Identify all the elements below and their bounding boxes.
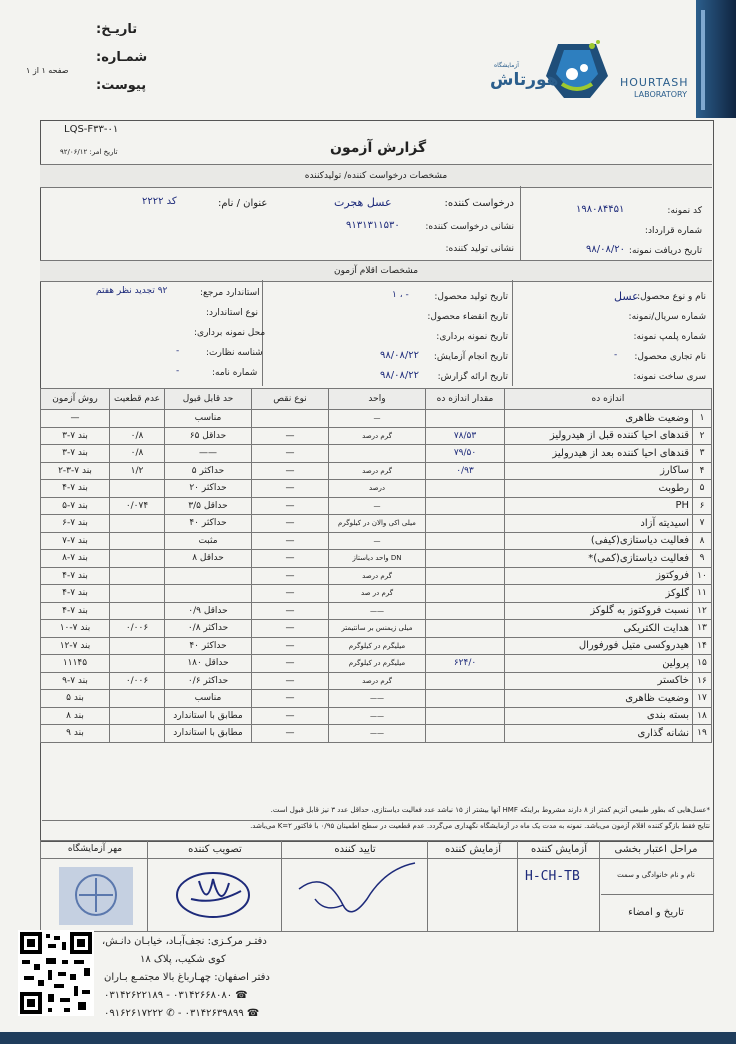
cell-unit: میلی زیمنس بر سانتیمتر: [329, 620, 426, 638]
cell-unc: [110, 567, 165, 585]
cell-unc: [110, 550, 165, 568]
logo-persian-text: هورتاش: [490, 70, 559, 90]
cell-limit: حداقل ۸: [165, 550, 252, 568]
cell-limit: حداکثر ۲۰: [165, 480, 252, 498]
cell-limit: حداقل ۳/۵: [165, 497, 252, 515]
cell-unit: میلیگرم در کیلوگرم: [329, 655, 426, 673]
table-row: [41, 497, 712, 515]
cell-value: [426, 672, 505, 690]
table-row: [41, 445, 712, 463]
cell-unit: میلی اکی والان در کیلوگرم: [329, 515, 426, 533]
cell-parameter-name: نسبت فروکتوز به گلوکز: [505, 602, 693, 620]
cell-defect: —: [252, 690, 329, 708]
standard-value: ۹۲ تجدید نظر هفتم: [96, 286, 168, 296]
receive-date-value: ۹۸/۰۸/۲۰: [586, 244, 625, 255]
maker-label: سری ساخت نمونه:: [633, 372, 706, 382]
table-row: [41, 410, 712, 428]
receive-date-label: تاریخ دریافت نمونه:: [628, 246, 702, 256]
cell-row-number: ۱۰: [693, 567, 712, 585]
cell-method: بند ۹: [41, 725, 110, 743]
letter-label: شماره نامه:: [212, 368, 258, 378]
cell-method: بند ۷-۴: [41, 585, 110, 603]
cell-method: بند ۵: [41, 690, 110, 708]
col-method: روش آزمون: [41, 389, 110, 410]
cell-row-number: ۱۱: [693, 585, 712, 603]
cell-unc: ۰/۸: [110, 427, 165, 445]
col-uncertainty: عدم قطعیت: [110, 389, 165, 410]
cell-limit: مطابق با استاندارد: [165, 725, 252, 743]
footer-address-3: دفتر اصفهان: چهـارباغ بالا مجتمـع بـاران: [104, 972, 270, 983]
cell-value: [426, 567, 505, 585]
supervision-value: -: [176, 346, 180, 356]
table-row: [41, 637, 712, 655]
cell-row-number: ۵: [693, 480, 712, 498]
table-row: [41, 532, 712, 550]
cell-value: [426, 515, 505, 533]
cell-value: [426, 550, 505, 568]
table-row: [41, 655, 712, 673]
logo-en-subtitle: LABORATORY: [634, 90, 687, 99]
requester-address-label: نشانی درخواست کننده:: [425, 222, 514, 232]
cell-unit: واحد دیاستاز DN: [329, 550, 426, 568]
cell-method: بند ۷-۵: [41, 497, 110, 515]
cell-method: —: [41, 410, 110, 428]
cell-unc: [110, 585, 165, 603]
footer-phone-2: ۰۹۱۶۲۶۱۷۲۲۲ ✆ - ۰۳۱۴۲۶۳۹۸۹۹ ☎: [104, 1008, 260, 1019]
date-label: تاریـخ:: [96, 22, 138, 37]
sample-place-label: محل نمونه برداری:: [194, 328, 266, 338]
cell-value: [426, 707, 505, 725]
stages-label: مراحل اعتبار بخشی: [614, 844, 698, 855]
table-row: [41, 480, 712, 498]
cell-unit: درصد: [329, 480, 426, 498]
cell-defect: —: [252, 532, 329, 550]
attachment-label: پیوست:: [96, 78, 147, 93]
cell-unc: ۰/۰۰۶: [110, 620, 165, 638]
table-row: [41, 690, 712, 708]
col-limit: حد قابل قبول: [165, 389, 252, 410]
cell-parameter-name: گلوکز: [505, 585, 693, 603]
seal-label: شماره پلمپ نمونه:: [633, 332, 706, 342]
cell-parameter-name: قندهای احیا کننده بعد از هیدرولیز: [505, 445, 693, 463]
cell-value: [426, 410, 505, 428]
cell-limit: [165, 585, 252, 603]
cell-parameter-name: اسیدیته آزاد: [505, 515, 693, 533]
issue-date: تاریخ امر: ۹۲/۰۶/۱۲: [60, 148, 118, 156]
table-row: [41, 620, 712, 638]
cell-limit: حداقل ۶۵: [165, 427, 252, 445]
footer-address-2: کوی شکیب، پلاک ۱۸: [140, 954, 226, 965]
cell-parameter-name: رطوبت: [505, 480, 693, 498]
ratifier-signature-icon: [151, 861, 279, 927]
cell-limit: حداکثر ۰/۸: [165, 620, 252, 638]
requester-value: عسل هجرت: [334, 196, 392, 209]
cell-row-number: ۱: [693, 410, 712, 428]
product-name-label: نام و نوع محصول:: [637, 292, 706, 302]
cell-defect: —: [252, 620, 329, 638]
table-row: [41, 707, 712, 725]
cell-limit: حداقل ۱۸۰: [165, 655, 252, 673]
prod-date-label: تاریخ تولید محصول:: [434, 292, 508, 302]
cell-unc: ۰/۰۷۴: [110, 497, 165, 515]
approver-label: تایید کننده: [334, 844, 376, 855]
brand-value: -: [614, 350, 618, 360]
col-unit: واحد: [329, 389, 426, 410]
cell-limit: حداکثر ۴۰: [165, 515, 252, 533]
cell-limit: مطابق با استاندارد: [165, 707, 252, 725]
expiry-label: تاریخ انقضاء محصول:: [427, 312, 508, 322]
cell-parameter-name: فعالیت دیاستازی(کمی)*: [505, 550, 693, 568]
cell-unit: گرم درصد: [329, 462, 426, 480]
page-info: صفحه ۱ از ۱: [26, 66, 69, 75]
cell-unit: گرم درصد: [329, 672, 426, 690]
cell-value: [426, 480, 505, 498]
cell-value: [426, 497, 505, 515]
applicant-section-header: [40, 164, 712, 188]
table-row: [41, 725, 712, 743]
hourtash-logo: [488, 36, 698, 106]
cell-row-number: ۷: [693, 515, 712, 533]
name-row-label: نام و نام خانوادگی و سمت: [617, 871, 695, 879]
cell-method: بند ۷-۴: [41, 567, 110, 585]
table-row: [41, 602, 712, 620]
cell-row-number: ۲: [693, 427, 712, 445]
footer-address-1: دفتـر مرکـزی: نجف‌آبـاد، خیابـان دانـش،: [102, 936, 267, 947]
cell-row-number: ۱۹: [693, 725, 712, 743]
cell-value: [426, 532, 505, 550]
cell-unc: [110, 480, 165, 498]
serial-label: شماره سریال/نمونه:: [628, 312, 706, 322]
cell-method: بند ۷-۹: [41, 672, 110, 690]
cell-value: ۷۸/۵۳: [426, 427, 505, 445]
qr-code-icon: [18, 930, 94, 1016]
form-code: LQS-F۳۳-۰۱: [64, 124, 119, 135]
cell-method: بند ۸: [41, 707, 110, 725]
cell-limit: حداکثر ۵: [165, 462, 252, 480]
cell-defect: —: [252, 567, 329, 585]
logo-en-title: HOURTASH: [620, 76, 689, 89]
report-title: گزارش آزمون: [330, 140, 427, 156]
cell-row-number: ۱۵: [693, 655, 712, 673]
cell-parameter-name: خاکستر: [505, 672, 693, 690]
ratifier-label: تصویب کننده: [188, 844, 242, 855]
cell-parameter-name: بسته بندی: [505, 707, 693, 725]
cell-row-number: ۶: [693, 497, 712, 515]
supervision-label: شناسه نظارت:: [206, 348, 263, 358]
cell-method: ۱۱۱۴۵: [41, 655, 110, 673]
lab-stamp-icon: [49, 861, 143, 929]
cell-unit: —: [329, 532, 426, 550]
cell-unit: ——: [329, 725, 426, 743]
col-defect: نوع نقص: [252, 389, 329, 410]
cell-limit: ——: [165, 445, 252, 463]
cell-unc: [110, 637, 165, 655]
handwriting-code: H-CH-TB: [525, 869, 580, 884]
divider: [520, 186, 521, 260]
cell-defect: —: [252, 462, 329, 480]
applicant-section-title: مشخصات درخواست کننده/ تولیدکننده: [304, 171, 448, 181]
signature-grid: [40, 840, 714, 932]
cell-unit: گرم در صد: [329, 585, 426, 603]
code-label: کد ۲۲۲۲: [142, 196, 177, 207]
note-enzyme: *عسل‌هایی که بطور طبیعی آنزیم کمتر از ۸ دارند مشروط براینکه HMF آنها بیشتر از ۱۵ نباشد عدد فعالیت دیاستازی، حداقل عدد ۳ نیز قابل قبول است.: [42, 806, 710, 821]
title-name-label: عنوان / نام:: [218, 198, 268, 209]
cell-method: بند ۷-۳-۲: [41, 462, 110, 480]
results-table: [40, 388, 712, 743]
cell-unc: [110, 410, 165, 428]
cell-value: [426, 690, 505, 708]
cell-unit: گرم درصد: [329, 567, 426, 585]
cell-unit: ——: [329, 602, 426, 620]
cell-row-number: ۱۷: [693, 690, 712, 708]
cell-unit: —: [329, 497, 426, 515]
cell-value: [426, 602, 505, 620]
items-section-title: مشخصات اقلام آزمون: [333, 266, 419, 276]
cell-parameter-name: هیدروکسی متیل فورفورال: [505, 637, 693, 655]
cell-defect: —: [252, 602, 329, 620]
cell-value: [426, 585, 505, 603]
cell-method: بند ۷-۸: [41, 550, 110, 568]
cell-unc: [110, 532, 165, 550]
table-row: [41, 550, 712, 568]
brand-label: نام تجاری محصول:: [634, 352, 706, 362]
cell-limit: حداکثر ۰/۶: [165, 672, 252, 690]
cell-limit: [165, 567, 252, 585]
cell-defect: —: [252, 585, 329, 603]
items-section-header: [40, 260, 712, 282]
cell-parameter-name: فروکتوز: [505, 567, 693, 585]
cell-method: بند ۷-۱۲: [41, 637, 110, 655]
cell-unc: [110, 690, 165, 708]
cell-unc: [110, 515, 165, 533]
cell-row-number: ۱۴: [693, 637, 712, 655]
test-date-value: ۹۸/۰۸/۲۲: [380, 350, 419, 361]
table-row: [41, 672, 712, 690]
note-results: نتایج فقط بازگو کننده اقلام آزمون می‌باشد. نمونه به مدت یک ماه در آزمایشگاه نگهداری می‌گردد. عدم قطعیت در سطح اطمینان ۰/۹۵ با فاکتور K=۲ می‌باشد.: [250, 822, 710, 830]
sample-code-label: کد نمونه:: [667, 206, 702, 216]
cell-value: [426, 620, 505, 638]
cell-unit: میلیگرم در کیلوگرم: [329, 637, 426, 655]
cell-unit: [329, 445, 426, 463]
requester-address-value: ۹۱۳۱۳۱۱۵۳۰: [346, 220, 400, 231]
cell-unit: گرم درصد: [329, 427, 426, 445]
cell-unit: —: [329, 410, 426, 428]
footer-stripe: [0, 1032, 736, 1044]
producer-address-label: نشانی تولید کننده:: [445, 244, 514, 254]
cell-row-number: ۱۸: [693, 707, 712, 725]
cell-unc: [110, 707, 165, 725]
cell-unit: ——: [329, 690, 426, 708]
report-date-label: تاریخ ارائه گزارش:: [437, 372, 508, 382]
requester-label: درخواست کننده:: [444, 198, 514, 209]
cell-parameter-name: PH: [505, 497, 693, 515]
cell-method: بند ۷-۶: [41, 515, 110, 533]
cell-defect: —: [252, 707, 329, 725]
cell-limit: حداقل ۰/۹: [165, 602, 252, 620]
cell-value: ۶۲۴/۰: [426, 655, 505, 673]
cell-limit: حداکثر ۴۰: [165, 637, 252, 655]
col-parameter: اندازه ده: [505, 389, 712, 410]
cell-parameter-name: قندهای احیا کننده قبل از هیدرولیز: [505, 427, 693, 445]
cell-parameter-name: ساکارز: [505, 462, 693, 480]
cell-value: ۰/۹۳: [426, 462, 505, 480]
cell-value: [426, 637, 505, 655]
report-date-value: ۹۸/۰۸/۲۲: [380, 370, 419, 381]
date-row-label: تاریخ و امضاء: [628, 907, 684, 918]
cell-value: ۷۹/۵۰: [426, 445, 505, 463]
contract-label: شماره قرارداد:: [644, 226, 702, 236]
divider: [512, 280, 513, 386]
cell-parameter-name: وضعیت ظاهری: [505, 410, 693, 428]
cell-unc: [110, 655, 165, 673]
cell-defect: —: [252, 655, 329, 673]
cell-method: بند ۷-۴: [41, 602, 110, 620]
tester2-label: آزمایش کننده: [444, 844, 501, 855]
table-header-row: [41, 389, 712, 410]
cell-defect: —: [252, 515, 329, 533]
test-date-label: تاریخ انجام آزمایش:: [433, 352, 508, 362]
cell-row-number: ۱۲: [693, 602, 712, 620]
sample-code-value: ۱۹۸۰۸۴۴۵۱: [576, 204, 625, 215]
cell-row-number: ۱۶: [693, 672, 712, 690]
table-row: [41, 567, 712, 585]
footer-phone-1: ۰۳۱۴۲۶۲۲۱۸۹ - ۰۳۱۴۲۶۶۸۰۸۰ ☎: [104, 990, 248, 1001]
cell-defect: [252, 410, 329, 428]
table-row: [41, 585, 712, 603]
cell-row-number: ۹: [693, 550, 712, 568]
brand-sidebar-stripe: [696, 0, 736, 118]
cell-row-number: ۴: [693, 462, 712, 480]
cell-limit: مثبت: [165, 532, 252, 550]
number-label: شمـاره:: [96, 50, 148, 65]
cell-defect: —: [252, 637, 329, 655]
cell-unc: ۱/۲: [110, 462, 165, 480]
letter-value: -: [176, 366, 180, 376]
cell-parameter-name: فعالیت دیاستازی(کیفی): [505, 532, 693, 550]
approver-signature-icon: [285, 859, 425, 927]
cell-defect: —: [252, 445, 329, 463]
table-row: [41, 462, 712, 480]
stamp-label: مهر آزمایشگاه: [67, 844, 123, 854]
cell-defect: —: [252, 497, 329, 515]
cell-unc: [110, 602, 165, 620]
cell-parameter-name: هدایت الکتریکی: [505, 620, 693, 638]
sampling-date-label: تاریخ نمونه برداری:: [436, 332, 508, 342]
cell-defect: —: [252, 672, 329, 690]
cell-unc: ۰/۰۰۶: [110, 672, 165, 690]
col-value: مقدار اندازه ده: [426, 389, 505, 410]
cell-unc: ۰/۸: [110, 445, 165, 463]
cell-value: [426, 725, 505, 743]
logo-small-text: آزمایشگاه: [494, 62, 519, 69]
cell-limit: مناسب: [165, 410, 252, 428]
cell-parameter-name: پرولین: [505, 655, 693, 673]
cell-method: بند ۷-۴: [41, 480, 110, 498]
cell-row-number: ۸: [693, 532, 712, 550]
cell-method: بند ۷-۷: [41, 532, 110, 550]
cell-limit: مناسب: [165, 690, 252, 708]
cell-defect: —: [252, 427, 329, 445]
cell-method: بند ۷-۳: [41, 445, 110, 463]
table-row: [41, 515, 712, 533]
standard-label: استاندارد مرجع:: [200, 288, 260, 298]
cell-row-number: ۳: [693, 445, 712, 463]
table-row: [41, 427, 712, 445]
product-name-value: عسل: [614, 290, 639, 303]
cell-defect: —: [252, 725, 329, 743]
cell-method: بند ۷-۳: [41, 427, 110, 445]
cell-unc: [110, 725, 165, 743]
cell-unit: ——: [329, 707, 426, 725]
cell-defect: —: [252, 480, 329, 498]
cell-parameter-name: وضعیت ظاهری: [505, 690, 693, 708]
std-used-label: نوع استاندارد:: [206, 308, 259, 318]
cell-defect: —: [252, 550, 329, 568]
prod-date-value: - ، ۱: [392, 290, 409, 300]
cell-method: بند ۷-۱۰: [41, 620, 110, 638]
cell-parameter-name: نشانه گذاری: [505, 725, 693, 743]
tester1-label: آزمایش کننده: [530, 844, 587, 855]
table-body: [41, 410, 712, 743]
cell-row-number: ۱۳: [693, 620, 712, 638]
